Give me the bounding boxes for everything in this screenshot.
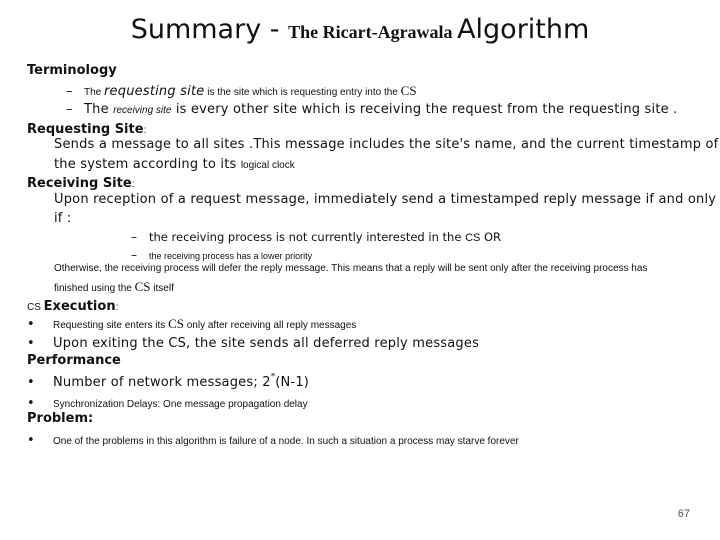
requesting-site-heading: Requesting Site: — [27, 122, 147, 137]
bullet-marker: • — [27, 396, 35, 411]
cs-execution-bullet-1: • Requesting site enters its CS only after receiving all reply messages — [27, 316, 357, 332]
bullet-marker: • — [27, 375, 35, 390]
title-algorithm-name: The Ricart-Agrawala — [288, 22, 458, 42]
bullet-marker: • — [27, 433, 35, 448]
slide-title — [0, 14, 720, 45]
dash-marker: – — [66, 102, 73, 117]
receiving-site-heading: Receiving Site: — [27, 176, 135, 191]
performance-bullet-1: • Number of network messages; 2*(N-1) — [27, 372, 310, 390]
title-summary: Summary - — [130, 14, 289, 45]
dash-marker: – — [131, 230, 137, 244]
cs-execution-heading: CS Execution: — [27, 299, 119, 314]
requesting-site-term: requesting site — [104, 84, 205, 99]
page-number: 67 — [677, 508, 690, 520]
requesting-site-line1: Sends a message to all sites .This message includes the site's name, and the current timestamp of — [54, 137, 719, 152]
cs-execution-bullet-2: • Upon exiting the CS, the site sends all deferred reply messages — [27, 336, 480, 351]
receiving-condition-2: – the receiving process has a lower priority — [131, 248, 313, 262]
performance-bullet-2: • Synchronization Delays: One message propagation delay — [27, 396, 308, 411]
terminology-item-receiving: – The receiving site is every other site which is receiving the request from the requesting site . — [66, 102, 678, 117]
dash-marker: – — [66, 84, 73, 99]
requesting-site-line2: the system according to its logical clock — [54, 157, 295, 172]
bullet-marker: • — [27, 317, 35, 332]
performance-heading: Performance — [27, 353, 121, 368]
otherwise-line1: Otherwise, the receiving process will defer the reply message. This means that a reply will be sent only after the receiving process has — [54, 263, 648, 274]
receiving-condition-1: – the receiving process is not currently interested in the CS OR — [131, 230, 502, 244]
terminology-item-requesting: – The requesting site is the site which is requesting entry into the CS — [66, 83, 417, 99]
bullet-marker: • — [27, 336, 35, 351]
receiving-site-line2: if : — [54, 211, 72, 226]
receiving-site-term: receiving site — [113, 105, 172, 116]
receiving-site-line1: Upon reception of a request message, immediately send a timestamped reply message if and only — [54, 192, 717, 207]
problem-bullet-1: • One of the problems in this algorithm is failure of a node. In such a situation a process may starve forever — [27, 433, 519, 448]
problem-heading: Problem: — [27, 411, 94, 426]
title-algorithm: Algorithm — [457, 14, 590, 45]
terminology-heading: Terminology — [27, 63, 117, 78]
otherwise-line2: finished using the CS itself — [54, 279, 174, 294]
dash-marker: – — [131, 248, 137, 262]
